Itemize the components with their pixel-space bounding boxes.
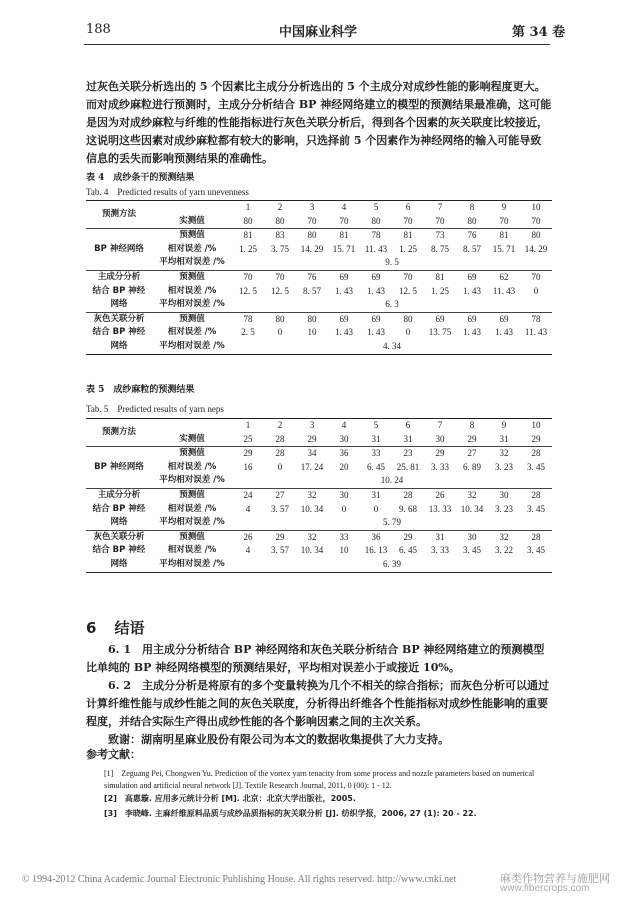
table-row: [86, 516, 552, 530]
relative-error-value: 0: [405, 327, 411, 338]
measured-value: 28: [264, 433, 296, 447]
predicted-value: 30: [339, 489, 349, 500]
predicted-value: 32: [499, 531, 509, 542]
table5-caption-en: Tab. 5 Predicted results of yarn neps: [86, 404, 224, 414]
reference-1: [1] Zeguang Pei, Chongwen Yu. Prediction of the vortex yarn tenacity from some process and nozzle parameters based on numerical simulation and artificial neural network [J]. Textile Research Journal, 2011, 0 (00): 1 - 12.: [104, 769, 535, 790]
measured-value: 80: [264, 215, 296, 229]
relative-error-value: 3. 45: [527, 461, 545, 472]
conclusion-paragraph-1: 6. 1 用主成分分析结合 BP 神经网络和灰色关联分析结合 BP 神经网络建立的预测模型比单纯的 BP 神经网络模型的预测结果好，平均相对误差小于或接近 10%。: [86, 643, 545, 674]
table-row: [86, 229, 552, 243]
references-title: 参考文献：: [86, 748, 141, 761]
sample-number: 6: [392, 201, 424, 215]
row-label-average-error: 平均相对误差 /%: [152, 298, 232, 312]
relative-error-value: 10: [307, 327, 317, 338]
section-heading: [86, 617, 162, 638]
predicted-value: 70: [403, 271, 413, 282]
predicted-value: 80: [307, 230, 317, 241]
relative-error-value: 10. 34: [300, 503, 324, 514]
col-method-header: 预测方法: [86, 201, 152, 229]
predicted-value: 76: [467, 230, 477, 241]
predicted-value: 78: [531, 313, 541, 324]
method-name: [86, 447, 152, 489]
measured-value: 70: [392, 215, 424, 229]
predicted-value: 28: [531, 489, 541, 500]
row-label-relative-error: 相对误差 /%: [167, 243, 217, 254]
relative-error-value: 1. 43: [463, 285, 481, 296]
relative-error-value: 3. 45: [527, 545, 545, 556]
measured-value: 30: [424, 433, 456, 447]
sample-number: 7: [424, 201, 456, 215]
predicted-value: 81: [403, 230, 413, 241]
method-name: [86, 530, 152, 572]
table-measured-row: [86, 433, 552, 447]
relative-error-value: 12. 5: [271, 285, 289, 296]
predicted-value: 81: [243, 230, 253, 241]
predicted-value: 81: [339, 230, 349, 241]
sample-number: 10: [520, 419, 552, 433]
relative-error-value: 3. 33: [431, 545, 449, 556]
table5-predicted-neps: [86, 418, 552, 573]
row-label-average-error: 平均相对误差 /%: [152, 474, 232, 488]
table-row: [86, 326, 552, 340]
predicted-value: 80: [275, 313, 285, 324]
relative-error-value: 17. 24: [300, 461, 324, 472]
relative-error-value: 1. 25: [239, 243, 257, 254]
sample-number: 9: [488, 201, 520, 215]
row-label-predicted: 预测值: [179, 230, 205, 241]
relative-error-value: 15. 71: [492, 243, 516, 254]
relative-error-value: 3. 57: [271, 503, 289, 514]
table-header-row: [86, 201, 552, 215]
measured-value: 80: [456, 215, 488, 229]
method-name-line: 网络: [110, 517, 128, 528]
sample-number: 1: [232, 201, 264, 215]
watermark-cn: 麻类作物营养与施肥网: [500, 872, 610, 885]
measured-value: 31: [488, 433, 520, 447]
relative-error-value: 10. 34: [300, 545, 324, 556]
table4-caption-cn: 表 4 成纱条干的预测结果: [86, 173, 195, 183]
table-row: [86, 503, 552, 517]
table-row: [86, 312, 552, 326]
intro-paragraph: 过灰色关联分析选出的 5 个因素比主成分分析选出的 5 个主成分对成纱性能的影响程度更大。而对成纱麻粒进行预测时，主成分分析结合 BP 神经网络建立的模型的预测结果最准确，这可能是因为对成纱麻粒与纤维的性能指标进行灰色关联分析后，得到各个因素的灰关联度比较接近，这说明这些因素对成纱麻粒都有较大的影响，只选择前 5 个因素作为神经网络的输入可能导致信息的丢失而影响预测结果的准确性。: [86, 80, 552, 165]
copyright-footer: © 1994-2012 China Academic Journal Electronic Publishing House. All rights reserved. http://www.cnki.net: [22, 874, 457, 885]
table-row: [86, 544, 552, 558]
predicted-value: 28: [403, 489, 413, 500]
table-row: [86, 285, 552, 299]
sample-number: 4: [328, 201, 360, 215]
predicted-value: 30: [467, 531, 477, 542]
predicted-value: 70: [531, 271, 541, 282]
average-error-value: 5. 79: [232, 516, 552, 530]
acknowledgement: 致谢：湖南明星麻业股份有限公司为本文的数据收集提供了大力支持。: [108, 733, 449, 746]
predicted-value: 80: [531, 230, 541, 241]
sample-number: 8: [456, 201, 488, 215]
predicted-value: 78: [243, 313, 253, 324]
measured-value: 70: [296, 215, 328, 229]
sample-number: 5: [360, 201, 392, 215]
predicted-value: 27: [275, 489, 285, 500]
relative-error-value: 10: [339, 545, 349, 556]
relative-error-value: 8. 75: [431, 243, 449, 254]
average-error-value: 6. 3: [232, 298, 552, 312]
method-name: [86, 229, 152, 271]
row-label-predicted: 预测值: [179, 489, 205, 500]
row-label-average-error: 平均相对误差 /%: [152, 558, 232, 572]
method-name-line: 结合 BP 神经: [92, 503, 146, 514]
sample-number: 2: [264, 419, 296, 433]
table-row: [86, 474, 552, 488]
predicted-value: 29: [243, 448, 253, 459]
method-name-line: 网络: [110, 299, 128, 310]
table-row: [86, 256, 552, 270]
measured-value: 70: [328, 215, 360, 229]
average-error-value: 10. 24: [232, 474, 552, 488]
measured-value: 70: [424, 215, 456, 229]
measured-value: 80: [232, 215, 264, 229]
predicted-value: 78: [371, 230, 381, 241]
table4-caption-en: Tab. 4 Predicted results of yarn unevenness: [86, 187, 249, 197]
relative-error-value: 12. 5: [399, 285, 417, 296]
col-method-header: 预测方法: [86, 419, 152, 447]
relative-error-value: 14. 29: [300, 243, 324, 254]
col-measured-header: 实测值: [152, 215, 232, 229]
relative-error-value: 13. 75: [428, 327, 452, 338]
relative-error-value: 13. 33: [428, 503, 452, 514]
method-name: [86, 488, 152, 530]
relative-error-value: 0: [373, 503, 379, 514]
predicted-value: 34: [307, 448, 317, 459]
sample-number: 6: [392, 419, 424, 433]
relative-error-value: 1. 43: [335, 285, 353, 296]
predicted-value: 76: [307, 271, 317, 282]
relative-error-value: 1. 43: [367, 285, 385, 296]
relative-error-value: 10. 34: [460, 503, 484, 514]
relative-error-value: 8. 57: [463, 243, 481, 254]
relative-error-value: 11. 43: [364, 243, 388, 254]
row-label-predicted: 预测值: [179, 271, 205, 282]
table-cell: [152, 201, 232, 215]
intro-text: [86, 78, 552, 168]
relative-error-value: 3. 57: [271, 545, 289, 556]
predicted-value: 83: [275, 230, 285, 241]
table4-predicted-unevenness: [86, 200, 552, 355]
relative-error-value: 0: [277, 327, 283, 338]
predicted-value: 31: [435, 531, 445, 542]
table-row: [86, 447, 552, 461]
predicted-value: 69: [467, 313, 477, 324]
journal-title: 中国麻业科学: [278, 25, 357, 40]
predicted-value: 69: [467, 271, 477, 282]
sample-number: 5: [360, 419, 392, 433]
relative-error-value: 1. 25: [431, 285, 449, 296]
predicted-value: 73: [435, 230, 445, 241]
relative-error-value: 3. 45: [463, 545, 481, 556]
method-name-line: BP 神经网络: [94, 243, 144, 254]
sample-number: 9: [488, 419, 520, 433]
sample-number: 8: [456, 419, 488, 433]
conclusion-paragraph-2: 6. 2 主成分分析是将原有的多个变量转换为几个不相关的综合指标；而灰色分析可以通过计算纤维性能与成纱性能之间的灰色关联度，分析得出纤维各个性能指标对成纱性能影响的重要程度，并结合实际生产得出成纱性能的各个影响因素之间的主次关系。: [86, 679, 549, 728]
predicted-value: 81: [499, 230, 509, 241]
measured-value: 70: [520, 215, 552, 229]
relative-error-value: 1. 43: [367, 327, 385, 338]
method-name-line: 结合 BP 神经: [92, 285, 146, 296]
table-row: [86, 461, 552, 475]
predicted-value: 29: [403, 531, 413, 542]
predicted-value: 70: [243, 271, 253, 282]
method-name-line: BP 神经网络: [94, 461, 144, 472]
predicted-value: 29: [435, 448, 445, 459]
relative-error-value: 8. 57: [303, 285, 321, 296]
average-error-value: 6. 39: [232, 558, 552, 572]
table-row: [86, 488, 552, 502]
predicted-value: 32: [307, 489, 317, 500]
reference-2: [2] 高惠璇. 应用多元统计分析 [M]. 北京：北京大学出版社，2005.: [104, 794, 356, 803]
relative-error-value: 3. 45: [527, 503, 545, 514]
table-row: [86, 340, 552, 354]
row-label-relative-error: 相对误差 /%: [167, 285, 217, 296]
relative-error-value: 1. 43: [463, 327, 481, 338]
predicted-value: 32: [499, 448, 509, 459]
measured-value: 80: [360, 215, 392, 229]
predicted-value: 36: [371, 531, 381, 542]
predicted-value: 24: [243, 489, 253, 500]
predicted-value: 26: [435, 489, 445, 500]
section-title: 结语: [114, 619, 145, 637]
row-label-average-error: 平均相对误差 /%: [152, 516, 232, 530]
relative-error-value: 6. 45: [399, 545, 417, 556]
sample-number: 3: [296, 419, 328, 433]
measured-value: 29: [520, 433, 552, 447]
relative-error-value: 14. 29: [524, 243, 548, 254]
relative-error-value: 6. 89: [463, 461, 481, 472]
method-name: [86, 270, 152, 312]
relative-error-value: 1. 43: [495, 327, 513, 338]
relative-error-value: 16: [243, 461, 253, 472]
relative-error-value: 1. 43: [335, 327, 353, 338]
table-row: [86, 270, 552, 284]
predicted-value: 32: [307, 531, 317, 542]
relative-error-value: 3. 22: [495, 545, 513, 556]
conclusion-text: [86, 641, 552, 749]
predicted-value: 32: [467, 489, 477, 500]
relative-error-value: 12. 5: [239, 285, 257, 296]
sample-number: 10: [520, 201, 552, 215]
predicted-value: 33: [339, 531, 349, 542]
table-row: [86, 530, 552, 544]
relative-error-value: 3. 75: [271, 243, 289, 254]
method-name-line: 结合 BP 神经: [92, 327, 146, 338]
col-measured-header: 实测值: [152, 433, 232, 447]
relative-error-value: 4: [245, 503, 251, 514]
predicted-value: 30: [499, 489, 509, 500]
table5-caption-cn: 表 5 成纱麻粒的预测结果: [86, 385, 195, 395]
table-row: [86, 298, 552, 312]
relative-error-value: 0: [341, 503, 347, 514]
predicted-value: 69: [499, 313, 509, 324]
predicted-value: 27: [467, 448, 477, 459]
relative-error-value: 16. 13: [364, 545, 388, 556]
watermark-url: www.fibercrops.com: [500, 883, 590, 894]
sample-number: 7: [424, 419, 456, 433]
sample-number: 3: [296, 201, 328, 215]
row-label-predicted: 预测值: [179, 531, 205, 542]
predicted-value: 62: [499, 271, 509, 282]
predicted-value: 80: [403, 313, 413, 324]
relative-error-value: 3. 23: [495, 461, 513, 472]
relative-error-value: 0: [277, 461, 283, 472]
relative-error-value: 4: [245, 545, 251, 556]
relative-error-value: 11. 43: [524, 327, 548, 338]
page-number: 188: [86, 22, 111, 37]
measured-value: 29: [296, 433, 328, 447]
method-name-line: 主成分分析: [97, 489, 141, 500]
reference-3: [3] 李晓峰. 主麻纤维原料品质与成纱品质指标的灰关联分析 [J]. 纺织学报，2006, 27 (1): 20 - 22.: [104, 809, 477, 818]
row-label-average-error: 平均相对误差 /%: [152, 340, 232, 354]
average-error-value: 9. 5: [232, 256, 552, 270]
method-name-line: 结合 BP 神经: [92, 545, 146, 556]
measured-value: 25: [232, 433, 264, 447]
predicted-value: 29: [275, 531, 285, 542]
table-measured-row: [86, 215, 552, 229]
predicted-value: 81: [435, 271, 445, 282]
predicted-value: 69: [435, 313, 445, 324]
table-row: [86, 558, 552, 572]
predicted-value: 26: [243, 531, 253, 542]
header-rule: [84, 44, 550, 45]
predicted-value: 28: [531, 531, 541, 542]
predicted-value: 31: [371, 489, 381, 500]
method-name-line: 主成分分析: [97, 271, 141, 282]
row-label-predicted: 预测值: [179, 448, 205, 459]
row-label-relative-error: 相对误差 /%: [167, 461, 217, 472]
predicted-value: 28: [531, 448, 541, 459]
relative-error-value: 6. 45: [367, 461, 385, 472]
measured-value: 29: [456, 433, 488, 447]
relative-error-value: 2. 5: [241, 327, 255, 338]
predicted-value: 36: [339, 448, 349, 459]
predicted-value: 69: [371, 313, 381, 324]
row-label-relative-error: 相对误差 /%: [167, 545, 217, 556]
row-label-relative-error: 相对误差 /%: [167, 503, 217, 514]
predicted-value: 33: [371, 448, 381, 459]
method-name-line: 灰色关联分析: [93, 531, 145, 542]
relative-error-value: 9. 68: [399, 503, 417, 514]
table-cell: [152, 419, 232, 433]
method-name: [86, 312, 152, 354]
volume-label: 第 34 卷: [512, 25, 566, 40]
predicted-value: 80: [307, 313, 317, 324]
average-error-value: 4. 34: [232, 340, 552, 354]
method-name-line: 网络: [110, 340, 128, 351]
predicted-value: 69: [339, 313, 349, 324]
predicted-value: 69: [339, 271, 349, 282]
relative-error-value: 25. 81: [396, 461, 420, 472]
measured-value: 31: [360, 433, 392, 447]
measured-value: 30: [328, 433, 360, 447]
relative-error-value: 3. 23: [495, 503, 513, 514]
row-label-relative-error: 相对误差 /%: [167, 327, 217, 338]
predicted-value: 23: [403, 448, 413, 459]
predicted-value: 28: [275, 448, 285, 459]
method-name-line: 网络: [110, 558, 128, 569]
relative-error-value: 11. 43: [492, 285, 516, 296]
measured-value: 70: [488, 215, 520, 229]
relative-error-value: 15. 71: [332, 243, 356, 254]
relative-error-value: 20: [339, 461, 349, 472]
sample-number: 2: [264, 201, 296, 215]
relative-error-value: 3. 33: [431, 461, 449, 472]
table-header-row: [86, 419, 552, 433]
predicted-value: 69: [371, 271, 381, 282]
predicted-value: 70: [275, 271, 285, 282]
sample-number: 4: [328, 419, 360, 433]
relative-error-value: 1. 25: [399, 243, 417, 254]
relative-error-value: 0: [533, 285, 539, 296]
table-row: [86, 243, 552, 257]
row-label-average-error: 平均相对误差 /%: [152, 256, 232, 270]
section-number: 6: [86, 619, 97, 637]
row-label-predicted: 预测值: [179, 313, 205, 324]
measured-value: 31: [392, 433, 424, 447]
method-name-line: 灰色关联分析: [93, 313, 145, 324]
sample-number: 1: [232, 419, 264, 433]
